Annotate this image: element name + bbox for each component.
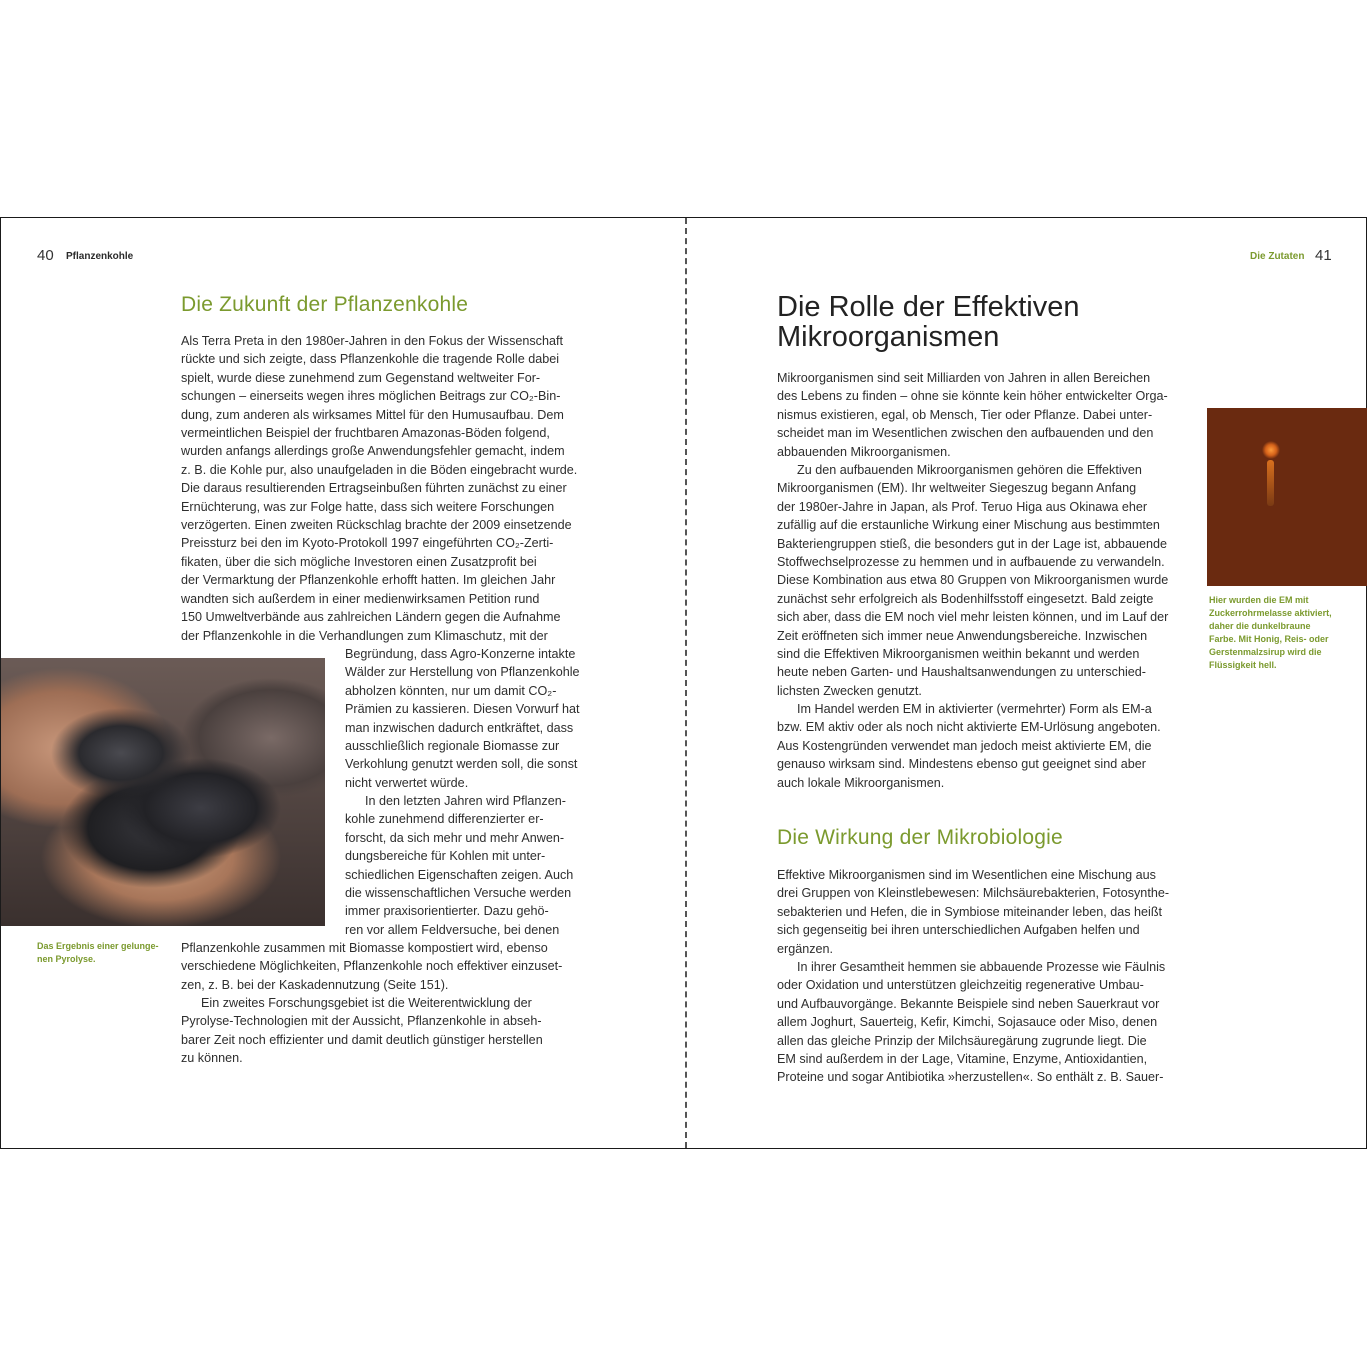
- text-line: des Lebens zu finden – ohne sie könnte kein höher entwickelter Orga-: [777, 389, 1168, 404]
- text-line: Mikroorganismen (EM). Ihr weltweiter Siegeszug begann Anfang: [777, 481, 1137, 496]
- text-line: 150 Umweltverbände aus zahlreichen Ländern gegen die Aufnahme: [181, 610, 561, 625]
- text-line: Flüssigkeit hell.: [1209, 660, 1277, 670]
- text-line: wurden anfangs allerdings große Anwendungsfehler gemacht, indem: [181, 444, 565, 459]
- page-number-right: 41: [1315, 247, 1332, 264]
- text-line: bzw. EM aktiv oder als noch nicht aktivierte EM-Urlösung angeboten.: [777, 720, 1161, 735]
- text-line: nicht verwertet würde.: [345, 775, 469, 790]
- text-line: Begründung, dass Agro-Konzerne intakte: [345, 647, 576, 661]
- text-line: lichsten Zwecken genutzt.: [777, 683, 922, 698]
- text-line: Verkohlung genutzt werden soll, die sonst: [345, 757, 578, 772]
- text-line: ausschließlich regionale Biomasse zur: [345, 739, 560, 754]
- running-head-right: Die Zutaten: [1250, 251, 1305, 262]
- text-line: allem Joghurt, Sauerteig, Kefir, Kimchi, Sojasauce oder Miso, denen: [777, 1015, 1158, 1030]
- text-line: scheidet man im Wesentlichen zwischen den aufbauenden und den: [777, 426, 1154, 441]
- text-line: Wälder zur Herstellung von Pflanzenkohle: [345, 665, 580, 680]
- text-line: der 1980er-Jahre in Japan, als Prof. Teruo Higa aus Okinawa eher: [777, 499, 1148, 514]
- left-body-wrap-para2: [345, 792, 595, 939]
- text-line: man inzwischen dadurch entkräftet, dass: [345, 720, 574, 735]
- text-line: dungsbereiche für Kohlen mit unter-: [345, 849, 546, 864]
- right-para-3: [777, 700, 1197, 792]
- left-body-top: [181, 332, 601, 645]
- right-para-2: [777, 461, 1197, 700]
- text-line: ergänzen.: [777, 941, 834, 956]
- chapter-title: [777, 292, 1197, 352]
- em-drop-photo: [1207, 408, 1367, 586]
- section-heading-wirkung: Die Wirkung der Mikrobiologie: [777, 826, 1063, 849]
- text-line: Im Handel werden EM in aktivierter (vermehrter) Form als EM-a: [797, 702, 1152, 716]
- text-line: abbauenden Mikroorganismen.: [777, 444, 951, 459]
- section-heading-zukunft: Die Zukunft der Pflanzenkohle: [181, 293, 469, 316]
- text-line: rückte und sich zeigte, dass Pflanzenkohle die tragende Rolle dabei: [181, 352, 560, 367]
- text-line: genauso wirksam sind. Mindestens ebenso gut geeignet sind aber: [777, 757, 1146, 772]
- text-line: Mikroorganismen sind seit Milliarden von Jahren in allen Bereichen: [777, 371, 1151, 385]
- text-line: allen das gleiche Prinzip der Milchsäuregärung zugrunde liegt. Die: [777, 1033, 1147, 1048]
- text-line: Die daraus resultierenden Ertragseinbußen führten zunächst zu einer: [181, 481, 567, 496]
- text-line: oder Oxidation und unterstützen gleichzeitig regenerative Umbau-: [777, 978, 1144, 993]
- right-para-1: [777, 369, 1197, 461]
- running-head-left: Pflanzenkohle: [66, 251, 134, 262]
- text-line: Hier wurden die EM mit: [1209, 595, 1309, 605]
- text-line: Zeit eröffneten sich immer neue Anwendungsbereiche. Inzwischen: [777, 628, 1148, 643]
- text-line: wandten sich außerdem in einer medienwirksamen Petition rund: [181, 591, 540, 606]
- text-line: ren vor allem Feldversuche, bei denen: [345, 922, 560, 937]
- text-line: abholzen könnten, nur um damit CO₂-: [345, 683, 557, 698]
- left-body-last: [181, 994, 601, 1068]
- text-line: Die Rolle der Effektiven: [777, 291, 1080, 323]
- text-line: Pflanzenkohle zusammen mit Biomasse kompostiert wird, ebenso: [181, 941, 548, 955]
- text-line: Zu den aufbauenden Mikroorganismen gehören die Effektiven: [797, 463, 1142, 477]
- text-line: Gerstenmalzsirup wird die: [1209, 647, 1322, 657]
- text-line: und Aufbauvorgänge. Bekannte Beispiele sind neben Sauerkraut vor: [777, 996, 1160, 1011]
- text-line: forscht, da sich mehr und mehr Anwen-: [345, 830, 565, 845]
- text-line: Das Ergebnis einer gelunge-: [37, 941, 159, 951]
- text-line: In ihrer Gesamtheit hemmen sie abbauende Prozesse wie Fäulnis: [797, 960, 1166, 974]
- text-line: kohle zunehmend differenzierter er-: [345, 812, 544, 827]
- text-line: zen, z. B. bei der Kaskadennutzung (Seite 151).: [181, 977, 449, 992]
- page-fold: [685, 218, 687, 1148]
- text-line: Ernüchterung, was zur Folge hatte, dass sich weitere Forschungen: [181, 499, 555, 514]
- text-line: auch lokale Mikroorganismen.: [777, 775, 945, 790]
- text-line: Zuckerrohrmelasse aktiviert,: [1209, 608, 1332, 618]
- caption-em: [1209, 594, 1359, 672]
- charcoal-photo: [1, 658, 325, 926]
- book-spread: [0, 217, 1367, 1149]
- left-body-bottom: [181, 939, 601, 994]
- text-line: Aus Kostengründen verwendet man jedoch meist aktivierte EM, die: [777, 738, 1152, 753]
- text-line: die wissenschaftlichen Versuche werden: [345, 886, 572, 901]
- text-line: nen Pyrolyse.: [37, 954, 96, 964]
- text-line: zufällig auf die erstaunliche Wirkung einer Mischung aus bestimmten: [777, 518, 1160, 533]
- text-line: Effektive Mikroorganismen sind im Wesentlichen eine Mischung aus: [777, 868, 1156, 882]
- text-line: heute neben Garten- und Haushaltsanwendungen zu unterschied-: [777, 665, 1146, 680]
- text-line: Pyrolyse-Technologien mit der Aussicht, Pflanzenkohle in abseh-: [181, 1014, 542, 1029]
- text-line: spielt, wurde diese zunehmend zum Gegenstand weltweiter For-: [181, 370, 541, 385]
- text-line: verzögerten. Einen zweiten Rückschlag brachte der 2009 einsetzende: [181, 518, 572, 533]
- text-line: Stoffwechselprozesse zu hemmen und in aufbauende zu verwandeln.: [777, 555, 1165, 570]
- text-line: verschiedene Möglichkeiten, Pflanzenkohle noch effektiver einzuset-: [181, 959, 563, 974]
- text-line: immer praxisorientierter. Dazu gehö-: [345, 904, 549, 919]
- text-line: daher die dunkelbraune: [1209, 621, 1311, 631]
- text-line: dung, zum anderen als wirksames Mittel für den Humusaufbau. Dem: [181, 407, 564, 422]
- text-line: sind die Effektiven Mikroorganismen weithin bekannt und werden: [777, 647, 1140, 662]
- text-line: barer Zeit noch effizienter und damit deutlich günstiger herstellen: [181, 1032, 543, 1047]
- text-line: sich aber, dass die EM noch viel mehr leisten können, und im Lauf der: [777, 610, 1169, 625]
- text-line: Diese Kombination aus etwa 80 Gruppen von Mikroorganismen wurde: [777, 573, 1169, 588]
- text-line: Als Terra Preta in den 1980er-Jahren in den Fokus der Wissenschaft: [181, 334, 563, 348]
- text-line: In den letzten Jahren wird Pflanzen-: [365, 794, 566, 808]
- text-line: der Pflanzenkohle in die Verhandlungen zum Klimaschutz, mit der: [181, 628, 548, 643]
- text-line: zu können.: [181, 1051, 243, 1066]
- text-line: der Vermarktung der Pflanzenkohle erhofft hatten. Im gleichen Jahr: [181, 573, 556, 588]
- text-line: EM sind außerdem in der Lage, Vitamine, Enzyme, Antioxidantien,: [777, 1052, 1148, 1067]
- text-line: drei Gruppen von Kleinstlebewesen: Milchsäurebakterien, Fotosynthe-: [777, 886, 1170, 901]
- caption-charcoal: [37, 940, 167, 966]
- page-number-left: 40: [37, 247, 54, 264]
- text-line: schungen – einerseits wegen ihres möglichen Beitrags zur CO₂-Bin-: [181, 389, 561, 404]
- text-line: Bakteriengruppen stieß, die besonders gut in der Lage ist, abbauende: [777, 536, 1167, 551]
- right-para-5: [777, 958, 1197, 1087]
- text-line: Preissturz bei den im Kyoto-Protokoll 1997 eingeführten CO₂-Zerti-: [181, 536, 554, 551]
- text-line: Prämien zu kassieren. Diesen Vorwurf hat: [345, 702, 580, 717]
- text-line: sich gegenseitig bei ihren unterschiedlichen Aufgaben helfen und: [777, 923, 1140, 938]
- text-line: Mikroorganismen: [777, 321, 1000, 353]
- text-line: zunächst sehr erfolgreich als Bodenhilfsstoff eingesetzt. Bald zeigte: [777, 591, 1154, 606]
- text-line: fikaten, über die sich mögliche Investoren einen Zusatzprofit bei: [181, 554, 537, 569]
- text-line: Proteine und sogar Antibiotika »herzustellen«. So enthält z. B. Sauer-: [777, 1070, 1164, 1085]
- text-line: sebakterien und Hefen, die in Symbiose miteinander leben, das heißt: [777, 904, 1163, 919]
- text-line: Farbe. Mit Honig, Reis- oder: [1209, 634, 1329, 644]
- text-line: z. B. die Kohle pur, also unaufgeladen in die Böden eingebracht wurde.: [181, 462, 578, 477]
- text-line: schiedlichen Eigenschaften zeigen. Auch: [345, 867, 574, 882]
- text-line: Ein zweites Forschungsgebiet ist die Weiterentwicklung der: [201, 996, 532, 1010]
- left-body-wrap: [345, 645, 595, 792]
- text-line: vermeintlichen Beispiel der fruchtbaren Amazonas-Böden folgend,: [181, 426, 550, 441]
- right-para-4: [777, 866, 1197, 958]
- text-line: nismus existieren, egal, ob Mensch, Tier oder Pflanze. Dabei unter-: [777, 407, 1153, 422]
